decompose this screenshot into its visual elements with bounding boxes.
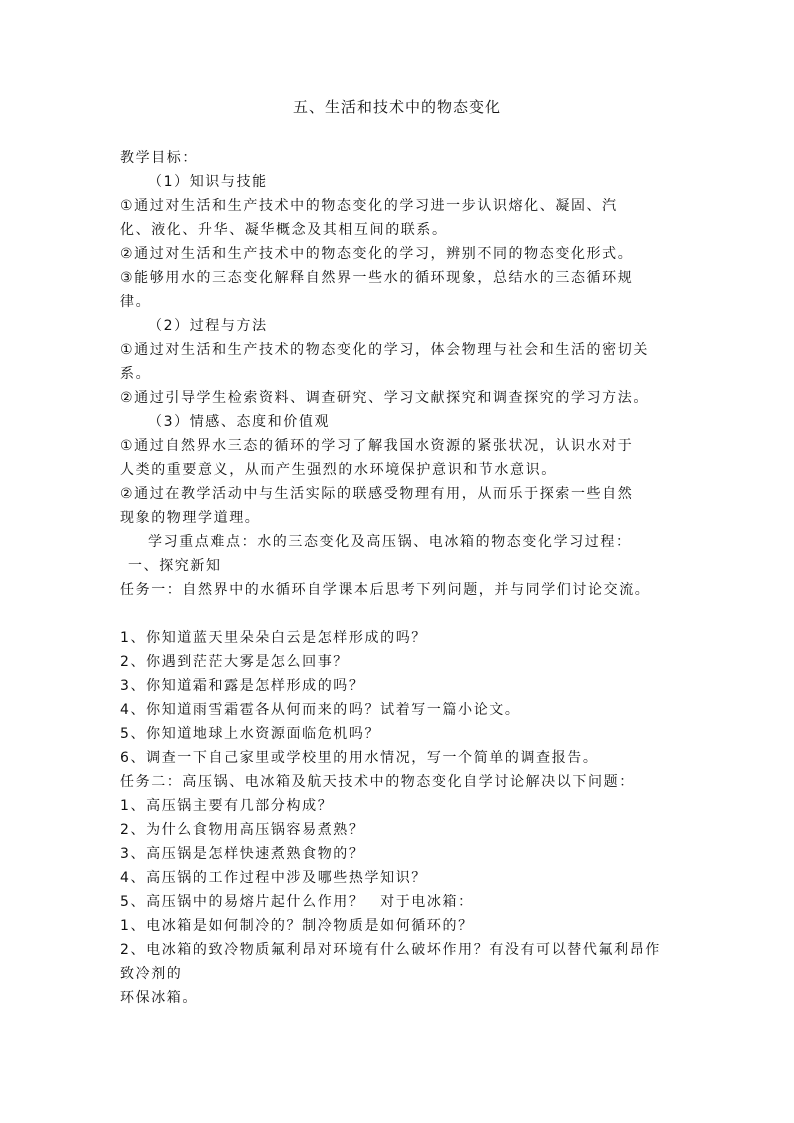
list-item: 6、调查一下自己家里或学校里的用水情况，写一个简单的调查报告。 <box>120 750 599 766</box>
objectives-heading: 教学目标： <box>120 150 198 166</box>
paragraph-line: ③能够用水的三态变化解释自然界一些水的循环现象，总结水的三态循环规 <box>120 270 634 286</box>
paragraph-line: ①通过自然界水三态的循环的学习了解我国水资源的紧张状况，认识水对于 <box>120 438 634 454</box>
section-heading-values: （3）情感、态度和价值观 <box>148 414 331 430</box>
list-item: 5、你知道地球上水资源面临危机吗？ <box>120 726 381 742</box>
paragraph-line: ②通过对生活和生产技术中的物态变化的学习，辨别不同的物态变化形式。 <box>120 246 634 262</box>
explore-heading: 一、探究新知 <box>128 558 222 574</box>
paragraph-line: 现象的物理学道理。 <box>120 510 261 526</box>
list-item: 1、高压锅主要有几部分构成？ <box>120 798 334 814</box>
list-item: 2、电冰箱的致冷物质氟利昂对环境有什么破坏作用？有没有可以替代氟利昂作 <box>120 942 661 958</box>
document-body <box>120 146 680 1010</box>
list-item: 2、为什么食物用高压锅容易煮熟？ <box>120 822 365 838</box>
paragraph-line: ①通过对生活和生产技术的物态变化的学习，体会物理与社会和生活的密切关 <box>120 342 649 358</box>
document-title: 五、生活和技术中的物态变化 <box>292 98 501 116</box>
section-heading-process: （2）过程与方法 <box>148 318 268 334</box>
paragraph-line: 律。 <box>120 294 152 310</box>
paragraph-line: ②通过引导学生检索资料、调查研究、学习文献探究和调查探究的学习方法。 <box>120 390 649 406</box>
list-item: 致冷剂的 <box>120 966 183 982</box>
paragraph-line: 系。 <box>120 366 152 382</box>
paragraph-line: 化、液化、升华、凝华概念及其相互间的联系。 <box>120 222 448 238</box>
paragraph-line: ①通过对生活和生产技术中的物态变化的学习进一步认识熔化、凝固、汽 <box>120 198 618 214</box>
list-item: 3、你知道霜和露是怎样形成的吗？ <box>120 678 365 694</box>
list-item: 1、电冰箱是如何制冷的？制冷物质是如何循环的？ <box>120 918 474 934</box>
paragraph-line: 人类的重要意义，从而产生强烈的水环境保护意识和节水意识。 <box>120 462 557 478</box>
list-item: 2、你遇到茫茫大雾是怎么回事？ <box>120 654 349 670</box>
list-item: 4、高压锅的工作过程中涉及哪些热学知识？ <box>120 870 427 886</box>
list-item: 3、高压锅是怎样快速煮熟食物的？ <box>120 846 365 862</box>
list-item: 4、你知道雨雪霜雹各从何而来的吗？试着写一篇小论文。 <box>120 702 521 718</box>
blank-line <box>120 602 680 626</box>
section-heading-knowledge: （1）知识与技能 <box>148 174 268 190</box>
paragraph-line: ②通过在教学活动中与生活实际的联感受物理有用，从而乐于探索一些自然 <box>120 486 634 502</box>
list-item: 1、你知道蓝天里朵朵白云是怎样形成的吗？ <box>120 630 427 646</box>
list-item: 5、高压锅中的易熔片起什么作用？ 对于电冰箱： <box>120 894 474 910</box>
list-item: 环保冰箱。 <box>120 990 198 1006</box>
task1-heading: 任务一：自然界中的水循环自学课本后思考下列问题，并与同学们讨论交流。 <box>120 582 651 598</box>
task2-heading: 任务二：高压锅、电冰箱及航天技术中的物态变化自学讨论解决以下问题： <box>120 774 635 790</box>
key-points-line: 学习重点难点：水的三态变化及高压锅、电冰箱的物态变化学习过程： <box>148 534 632 550</box>
